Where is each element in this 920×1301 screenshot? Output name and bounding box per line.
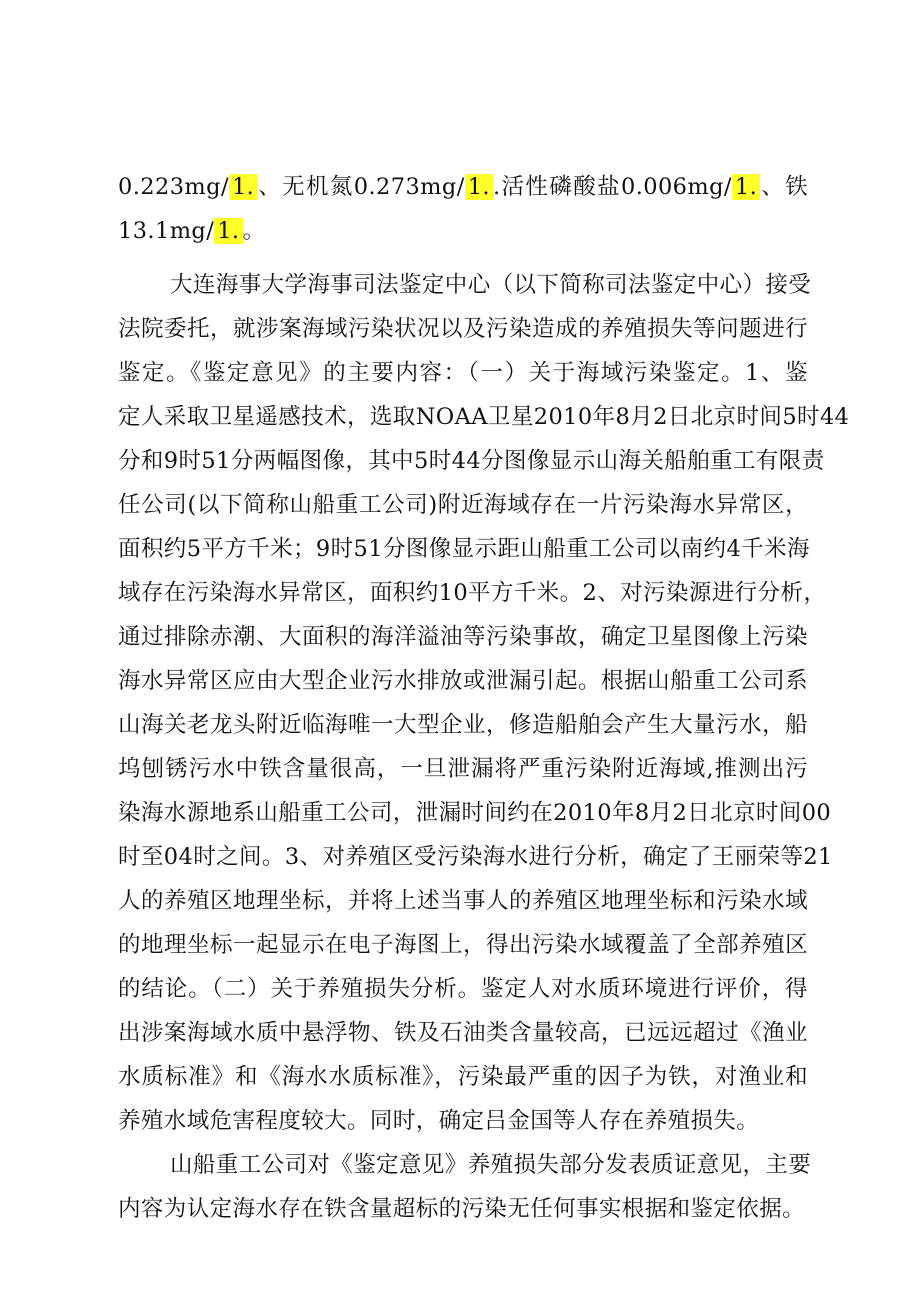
text-line: 出涉案海域水质中悬浮物、铁及石油类含量较高，已远远超过《渔业 <box>118 1020 808 1046</box>
text-line: 山船重工公司对《鉴定意见》养殖损失部分发表质证意见，主要 <box>170 1152 812 1178</box>
highlighted-unit: 1. <box>465 174 493 200</box>
formula-line-1 <box>118 165 808 209</box>
highlighted-unit: 1. <box>732 174 760 200</box>
text-line: 内容为认定海水存在铁含量超标的污染无任何事实根据和鉴定依据。 <box>118 1196 806 1222</box>
concentration-text: 、铁 <box>760 174 808 200</box>
formula-line-2 <box>118 209 808 253</box>
text-line: 域存在污染海水异常区，面积约10平方千米。2、对污染源进行分析， <box>118 580 827 606</box>
concentration-text: 。 <box>242 218 266 244</box>
paragraph-cross-examination <box>118 1143 812 1231</box>
document-page <box>118 165 850 1231</box>
concentration-text: 、无机氮0.273mg/ <box>257 174 465 200</box>
text-line: 定人采取卫星遥感技术，选取NOAA卫星2010年8月2日北京时间5时44 <box>118 404 850 430</box>
paragraph-appraisal <box>118 263 850 1143</box>
text-line: 通过排除赤潮、大面积的海洋溢油等污染事故，确定卫星图像上污染 <box>118 624 808 650</box>
text-line: 山海关老龙头附近临海唯一大型企业，修造船舶会产生大量污水，船 <box>118 712 808 738</box>
concentration-text: 0.223mg/ <box>118 174 229 200</box>
text-line: 水质标准》和《海水水质标准》，污染最严重的因子为铁，对渔业和 <box>118 1064 808 1090</box>
text-line: 染海水源地系山船重工公司，泄漏时间约在2010年8月2日北京时间00 <box>118 800 832 826</box>
text-line: 养殖水域危害程度较大。同时，确定吕金国等人存在养殖损失。 <box>118 1108 760 1134</box>
text-line: 鉴定。《鉴定意见》的主要内容：（一）关于海域污染鉴定。1、鉴 <box>118 360 808 386</box>
text-line: 任公司(以下简称山船重工公司)附近海域存在一片污染海水异常区， <box>118 492 808 518</box>
concentration-text: 13.1mg/ <box>118 218 215 244</box>
text-line: 海水异常区应由大型企业污水排放或泄漏引起。根据山船重工公司系 <box>118 668 808 694</box>
text-line: 坞刨锈污水中铁含量很高，一旦泄漏将严重污染附近海域,推测出污 <box>118 756 808 782</box>
text-line: 的结论。（二）关于养殖损失分析。鉴定人对水质环境进行评价，得 <box>118 976 808 1002</box>
highlighted-unit: 1. <box>229 174 257 200</box>
text-line: 时至04时之间。3、对养殖区受污染海水进行分析，确定了王丽荣等21 <box>118 844 833 870</box>
text-line: 法院委托，就涉案海域污染状况以及污染造成的养殖损失等问题进行 <box>118 316 808 342</box>
highlighted-unit: 1. <box>214 218 242 244</box>
text-line: 的地理坐标一起显示在电子海图上，得出污染水域覆盖了全部养殖区 <box>118 932 808 958</box>
concentration-text: .活性磷酸盐0.006mg/ <box>492 174 732 200</box>
text-line: 人的养殖区地理坐标，并将上述当事人的养殖区地理坐标和污染水域 <box>118 888 808 914</box>
text-line: 分和9时51分两幅图像，其中5时44分图像显示山海关船舶重工有限责 <box>118 448 825 474</box>
text-line: 大连海事大学海事司法鉴定中心（以下简称司法鉴定中心）接受 <box>170 272 812 298</box>
text-line: 面积约5平方千米；9时51分图像显示距山船重工公司以南约4千米海 <box>118 536 810 562</box>
